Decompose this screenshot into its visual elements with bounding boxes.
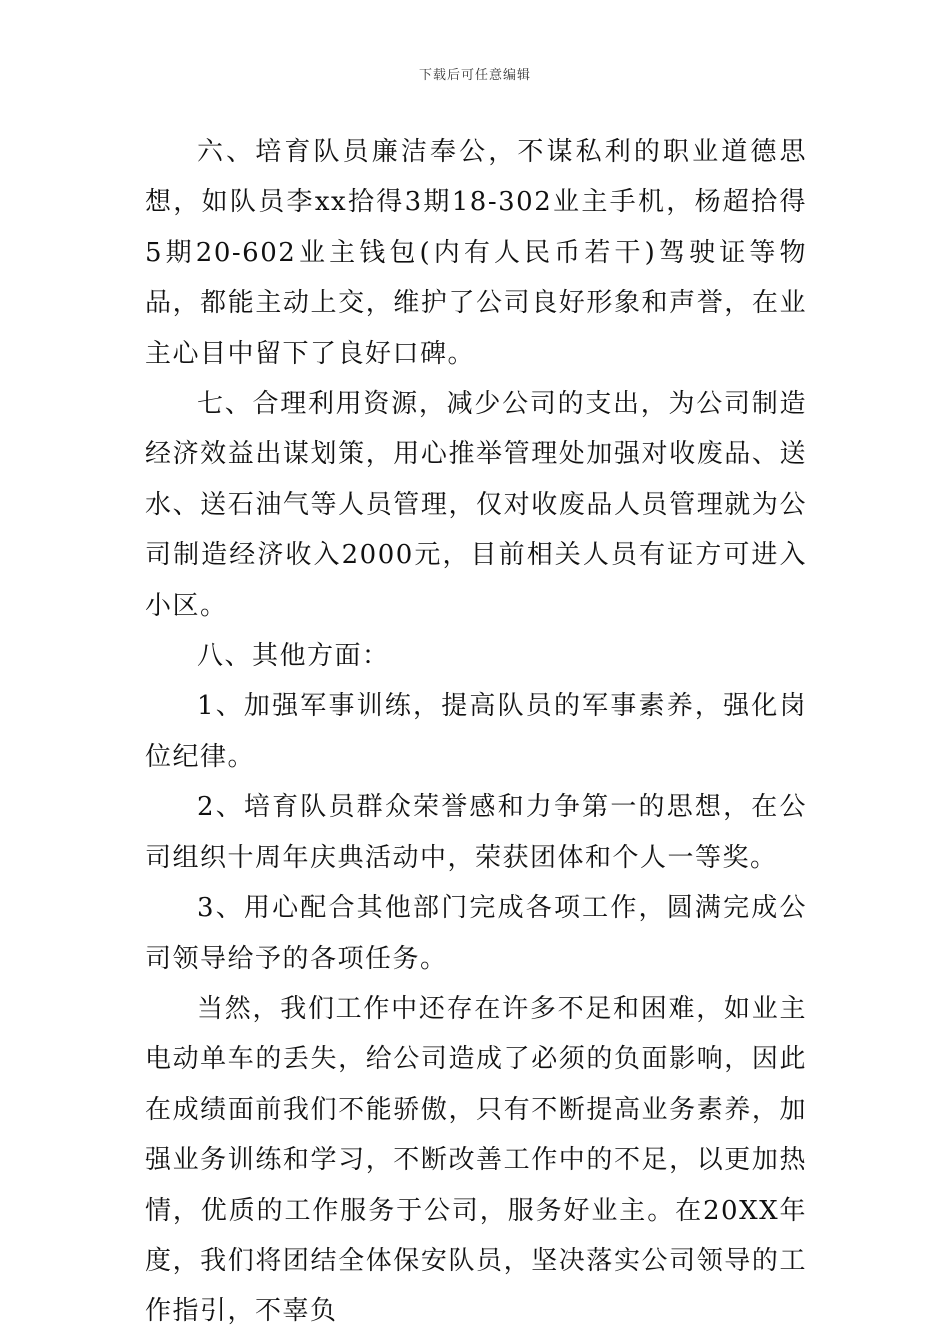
paragraph-item-7: 七、合理利用资源，减少公司的支出，为公司制造经济效益出谋划策，用心推举管理处加强对收废品、送水、送石油气等人员管理，仅对收废品人员管理就为公司制造经济收入2000元，目前相关人员有证方可进入小区。 <box>145 389 807 621</box>
page-header-note: 下载后可任意编辑 <box>418 68 531 83</box>
document-body <box>145 127 807 1337</box>
paragraph-subitem-1: 1、加强军事训练，提高队员的军事素养，强化岗位纪律。 <box>145 691 807 772</box>
paragraph-item-8-heading: 八、其他方面： <box>197 641 390 672</box>
paragraph-conclusion: 当然，我们工作中还存在许多不足和困难，如业主电动单车的丢失，给公司造成了必须的负面影响，因此在成绩面前我们不能骄傲，只有不断提高业务素养，加强业务训练和学习，不断改善工作中的不足，以更加热情，优质的工作服务于公司，服务好业主。在20XX年度，我们将团结全体保安队员，坚决落实公司领导的工作指引，不辜负 <box>145 993 807 1327</box>
paragraph-item-6: 六、培育队员廉洁奉公，不谋私利的职业道德思想，如队员李xx拾得3期18-302业主手机，杨超拾得5期20-602业主钱包(内有人民币若干)驾驶证等物品，都能主动上交，维护了公司良好形象和声誉，在业主心目中留下了良好口碑。 <box>145 137 807 369</box>
paragraph-subitem-2: 2、培育队员群众荣誉感和力争第一的思想，在公司组织十周年庆典活动中，荣获团体和个人一等奖。 <box>145 792 807 873</box>
paragraph-subitem-3: 3、用心配合其他部门完成各项工作，圆满完成公司领导给予的各项任务。 <box>145 893 807 974</box>
